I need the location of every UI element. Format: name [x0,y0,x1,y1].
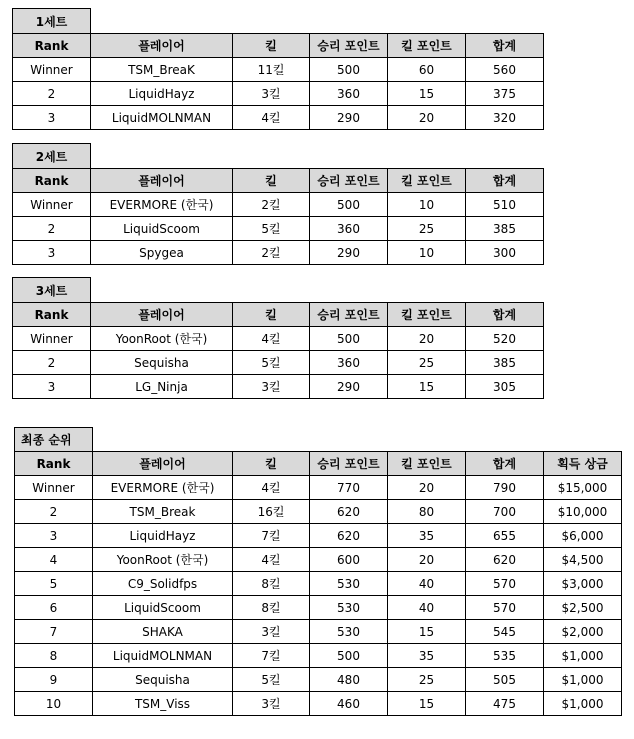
kill-points-cell: 35 [388,524,466,548]
win-points-cell: 360 [310,82,388,106]
total-cell: 520 [466,327,544,351]
total-cell: 510 [466,193,544,217]
col-prize-header: 획득 상금 [544,452,622,476]
col-kill-points-header: 킬 포인트 [388,34,466,58]
rank-cell: 3 [13,106,91,130]
kill-points-cell: 20 [388,106,466,130]
total-cell: 545 [466,620,544,644]
prize-cell: $2,000 [544,620,622,644]
set1-label: 1세트 [13,9,91,34]
win-points-cell: 290 [310,241,388,265]
rank-cell: 2 [13,217,91,241]
set2-header-row [13,169,544,193]
kills-cell: 5킬 [233,217,310,241]
win-points-cell: 290 [310,106,388,130]
win-points-cell: 620 [310,500,388,524]
set3-table [12,277,544,399]
total-cell: 700 [466,500,544,524]
rank-cell: 3 [13,241,91,265]
kills-cell: 3킬 [233,375,310,399]
player-cell: LiquidScoom [91,217,233,241]
win-points-cell: 290 [310,375,388,399]
total-cell: 790 [466,476,544,500]
col-total-header: 합계 [466,169,544,193]
col-player-header: 플레이어 [91,303,233,327]
final-label: 최종 순위 [15,428,93,452]
col-rank-header: Rank [13,34,91,58]
rank-cell: 5 [15,572,93,596]
player-cell: LiquidHayz [93,524,233,548]
prize-cell: $15,000 [544,476,622,500]
set1-header-row [13,34,544,58]
player-cell: Sequisha [93,668,233,692]
table-row [15,500,622,524]
total-cell: 655 [466,524,544,548]
kill-points-cell: 25 [388,668,466,692]
player-cell: EVERMORE (한국) [93,476,233,500]
kills-cell: 3킬 [233,82,310,106]
player-cell: Spygea [91,241,233,265]
kill-points-cell: 20 [388,548,466,572]
kills-cell: 11킬 [233,58,310,82]
total-cell: 570 [466,596,544,620]
player-cell: C9_Solidfps [93,572,233,596]
kills-cell: 5킬 [233,668,310,692]
col-kill-points-header: 킬 포인트 [388,303,466,327]
set1-table [12,8,544,130]
total-cell: 305 [466,375,544,399]
win-points-cell: 530 [310,572,388,596]
col-kill-points-header: 킬 포인트 [388,169,466,193]
table-row [15,692,622,716]
table-row [15,596,622,620]
prize-cell: $1,000 [544,668,622,692]
win-points-cell: 500 [310,327,388,351]
win-points-cell: 460 [310,692,388,716]
kills-cell: 4킬 [233,476,310,500]
rank-cell: 6 [15,596,93,620]
kills-cell: 7킬 [233,524,310,548]
table-row [15,476,622,500]
prize-cell: $1,000 [544,644,622,668]
kill-points-cell: 15 [388,692,466,716]
rank-cell: 4 [15,548,93,572]
kill-points-cell: 15 [388,82,466,106]
set2-block [12,143,544,265]
prize-cell: $3,000 [544,572,622,596]
kill-points-cell: 20 [388,476,466,500]
set3-block [12,277,544,399]
rank-cell: 10 [15,692,93,716]
rank-cell: 9 [15,668,93,692]
total-cell: 320 [466,106,544,130]
table-row [13,375,544,399]
total-cell: 570 [466,572,544,596]
win-points-cell: 530 [310,620,388,644]
table-row [13,58,544,82]
kill-points-cell: 35 [388,644,466,668]
kills-cell: 7킬 [233,644,310,668]
col-kills-header: 킬 [233,303,310,327]
kill-points-cell: 40 [388,572,466,596]
player-cell: SHAKA [93,620,233,644]
total-cell: 375 [466,82,544,106]
kill-points-cell: 10 [388,193,466,217]
kills-cell: 16킬 [233,500,310,524]
kills-cell: 4킬 [233,327,310,351]
player-cell: TSM_Break [93,500,233,524]
player-cell: TSM_Viss [93,692,233,716]
col-total-header: 합계 [466,452,544,476]
total-cell: 300 [466,241,544,265]
rank-cell: 2 [13,82,91,106]
player-cell: YoonRoot (한국) [91,327,233,351]
kill-points-cell: 15 [388,375,466,399]
win-points-cell: 500 [310,58,388,82]
win-points-cell: 360 [310,351,388,375]
player-cell: LiquidMOLNMAN [91,106,233,130]
rank-cell: 3 [13,375,91,399]
table-row [15,572,622,596]
set2-table [12,143,544,265]
win-points-cell: 500 [310,644,388,668]
rank-cell: Winner [13,58,91,82]
rank-cell: 8 [15,644,93,668]
col-kills-header: 킬 [233,169,310,193]
table-row [15,548,622,572]
rank-cell: Winner [13,327,91,351]
kills-cell: 2킬 [233,241,310,265]
prize-cell: $1,000 [544,692,622,716]
total-cell: 385 [466,351,544,375]
set3-header-row [13,303,544,327]
win-points-cell: 480 [310,668,388,692]
kill-points-cell: 40 [388,596,466,620]
total-cell: 620 [466,548,544,572]
player-cell: LiquidMOLNMAN [93,644,233,668]
kills-cell: 8킬 [233,572,310,596]
col-win-points-header: 승리 포인트 [310,34,388,58]
kills-cell: 4킬 [233,548,310,572]
kills-cell: 4킬 [233,106,310,130]
win-points-cell: 600 [310,548,388,572]
win-points-cell: 500 [310,193,388,217]
rank-cell: Winner [13,193,91,217]
prize-cell: $10,000 [544,500,622,524]
table-row [13,241,544,265]
total-cell: 505 [466,668,544,692]
kills-cell: 3킬 [233,692,310,716]
kills-cell: 5킬 [233,351,310,375]
total-cell: 535 [466,644,544,668]
kill-points-cell: 80 [388,500,466,524]
col-kill-points-header: 킬 포인트 [388,452,466,476]
player-cell: YoonRoot (한국) [93,548,233,572]
set3-label: 3세트 [13,278,91,303]
col-kills-header: 킬 [233,34,310,58]
col-player-header: 플레이어 [91,34,233,58]
rank-cell: 2 [15,500,93,524]
table-row [15,668,622,692]
player-cell: LiquidScoom [93,596,233,620]
prize-cell: $2,500 [544,596,622,620]
set2-label: 2세트 [13,144,91,169]
col-rank-header: Rank [13,303,91,327]
col-win-points-header: 승리 포인트 [310,169,388,193]
rank-cell: 7 [15,620,93,644]
player-cell: EVERMORE (한국) [91,193,233,217]
player-cell: LG_Ninja [91,375,233,399]
col-win-points-header: 승리 포인트 [310,452,388,476]
col-total-header: 합계 [466,34,544,58]
col-total-header: 합계 [466,303,544,327]
final-table [14,427,622,716]
table-row [13,106,544,130]
win-points-cell: 620 [310,524,388,548]
col-rank-header: Rank [15,452,93,476]
win-points-cell: 770 [310,476,388,500]
table-row [15,524,622,548]
table-row [15,620,622,644]
kill-points-cell: 25 [388,351,466,375]
total-cell: 475 [466,692,544,716]
table-row [13,327,544,351]
rank-cell: 3 [15,524,93,548]
table-row [13,193,544,217]
prize-cell: $4,500 [544,548,622,572]
total-cell: 385 [466,217,544,241]
col-player-header: 플레이어 [91,169,233,193]
col-player-header: 플레이어 [93,452,233,476]
col-win-points-header: 승리 포인트 [310,303,388,327]
player-cell: Sequisha [91,351,233,375]
kill-points-cell: 10 [388,241,466,265]
set1-block [12,8,544,130]
final-header-row [15,452,622,476]
final-block [14,427,622,716]
player-cell: LiquidHayz [91,82,233,106]
win-points-cell: 360 [310,217,388,241]
win-points-cell: 530 [310,596,388,620]
col-kills-header: 킬 [233,452,310,476]
kill-points-cell: 25 [388,217,466,241]
total-cell: 560 [466,58,544,82]
kill-points-cell: 60 [388,58,466,82]
table-row [13,351,544,375]
kills-cell: 8킬 [233,596,310,620]
prize-cell: $6,000 [544,524,622,548]
table-row [13,217,544,241]
rank-cell: Winner [15,476,93,500]
col-rank-header: Rank [13,169,91,193]
player-cell: TSM_BreaK [91,58,233,82]
kills-cell: 3킬 [233,620,310,644]
table-row [13,82,544,106]
rank-cell: 2 [13,351,91,375]
kill-points-cell: 15 [388,620,466,644]
kill-points-cell: 20 [388,327,466,351]
table-row [15,644,622,668]
kills-cell: 2킬 [233,193,310,217]
